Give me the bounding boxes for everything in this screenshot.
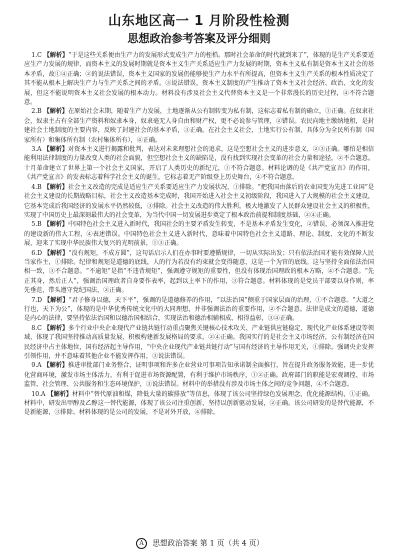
analysis-tag: 【解析】 bbox=[43, 108, 69, 116]
answer-number: 1.C bbox=[31, 52, 42, 59]
answer-explanation: 中国特色社会主义进入新时代，我国社会的主要矛盾发生转变，不是基本矛盾发生变化，②错误，必须深入推进党的建设新的伟大工程，④表述错误。中国特色社会主义进入新时代，意味着中国特色社会主义道路、理论、制度、文化的不断发展，迎来了实现中华民族伟大复兴的光明前景，①③正确。 bbox=[24, 221, 375, 248]
analysis-tag: 【解析】 bbox=[44, 296, 69, 304]
answer-explanation: 材料中“替代原油和煤，降低大量的碳排放”等信息，体现了该公司坚持绿色发展理念，优化能源结构，①正确。材料中，研发出甲醇及乙醇这一替代能源，体现了该公司注重创新，坚持以创新驱动发展，②正确。该公司研发的是替代能源，不是新能源，③排除。材料体现的是公司的发展，不是对外开放，④排除。 bbox=[24, 390, 375, 417]
answer-item bbox=[24, 183, 374, 221]
answer-explanation: 社会主义改造的完成是适应生产关系要适应生产力发展状况，①排除。“把我国由落后的农业国变为先进工业国”是社会主义建设的长期战略目标，社会主义改造基本完成时，我国开始进入社会主义初级阶段，我国进入了大规模的社会主义建设，它基本完成后我国经济的发展水平仍然较低，③排除。社会主义改造的伟大胜利，极大地激发了人民群众建设社会主义的积极性，实现了中国历史上最深刻最伟大的社会变革，为当代中国一切发展进步奠定了根本政治前提和制度基础，②④正确。 bbox=[24, 183, 375, 219]
answer-explanation: “于是这些关系便由生产力的发展形式变成生产力的桎梏。那时社会革命的时代就到来了”，体现的是生产关系要适应生产力发展的规律，而资本主义的发展时期就是资本主义生产关系适应生产力发展的时期，资本主义私有制是资本主义社会的基本矛盾，故①④正确；②的说法错误，资本主义国家的发展仍能够使生产力水平有所提高，但资本主义生产关系的根本性质决定了其不能从根本上解决生产力与生产关系之间的矛盾。③说法错误，资本主义制度的产生推动了资本主义社会经济、政治、文化的发展，但这不能说明资本主义社会发展的根本动力。材料没有涉及社会主义代替资本主义是一个非常漫长的历史过程，④不符合题意。 bbox=[24, 52, 375, 107]
answer-item bbox=[24, 296, 374, 324]
answer-item bbox=[24, 220, 374, 248]
answer-item bbox=[24, 107, 374, 145]
analysis-tag: 【解析】 bbox=[43, 362, 68, 370]
answer-explanation: 在原始社会末期，随着生产力发展，土地逐渐从公有制转变为私有制，这标志着私有制的确立，①正确。在奴隶社会，奴隶主占有全部生产资料和奴隶本身，奴隶毫无人身自由和财产权，更不必说参与管理，②错误。农民向地主缴纳地租，是封建社会土地制度的主要内容，反映了封建社会的基本矛盾，③正确。在社会主义社会，土地实行公有制，具体分为全民所有制（国家所有）和集体所有制（农村集体所有），④正确。 bbox=[24, 108, 375, 144]
page-title: 山东地区高一 1 月阶段性检测 bbox=[108, 14, 290, 29]
answer-number: 6.D bbox=[31, 249, 43, 257]
answer-explanation: 推进审批部门业务整合，证明事项和许多企业营业可事项告知承诺制全面推行，旨在提升政务服务效能，进一步优化营商环境，激发市场主体活力，有利于促进市场资源配置，有利于维护市场秩序，①②正确。政府部门的职能是宏观调控、市场监管、社会管理、公共服务和生态环境保护，③说法错误。材料中的举措没有涉及市场主体之间的竞争问题，④不合题意。 bbox=[24, 362, 375, 389]
answer-explanation: 多个行业中央企业现代产业链共链行动重点聚焦关键核心技术攻关、产业链供应链稳定、现代化产业体系建设等领域，体现了我国坚持推动高质量发展，积极构建新发展格局的要求，②④正确。我国实行的是社会主义市场经济，公有制经济在国民经济中占主体地位，国有经济起主导作用，“中央企业现代产业链共链行动”与国有经济的主导作用无关，①排除。强调央企发挥引领作用，并不意味着其他企业不能发挥作用，③说法错误。 bbox=[24, 324, 375, 360]
answer-number: 5.B bbox=[31, 221, 42, 229]
answer-item bbox=[24, 324, 374, 362]
analysis-tag: 【解析】 bbox=[43, 52, 69, 59]
analysis-tag: 【解析】 bbox=[47, 390, 73, 398]
answer-number: 7.D bbox=[31, 296, 43, 304]
version-badge: A bbox=[136, 538, 147, 549]
answer-item bbox=[24, 51, 374, 107]
answer-explanation: “君子修身以德，天下平”，强调的是道德修养的作用，“以法治国”侧重于国家层面的治理，①不合题意。“大道之行也，天下为公”，体现的是中华优秀传统文化中的大同理想，并非强调法治的重要作用，②不合题意。法律是成文的道德，道德是内心的法律，要坚持依法治国和以德治国相结合，实现法治和德治相辅相成、相得益彰，③④正确。 bbox=[24, 296, 375, 323]
analysis-tag: 【解析】 bbox=[43, 183, 69, 191]
answer-explanation: 对资本主义进行揭露和批判，表达对未来理想社会的追求，这是空想社会主义的进步意义，②③正确。哪怕是相信能利用法律制度的力量改变人类的社会面貌，但空想社会主义的缺陷是，没有找到实现社会变革的社会力量和途径，②不合题意。十月革命建立了世界上第一个社会主义国家，开启了人类历史的新纪元，①不符合题意。材料论调的是《共产党宣言》的作用，《共产党宣言》的发表标志着科学社会主义的诞生，它标志着无产阶级登上历史舞台，④不符合题意。 bbox=[24, 146, 375, 182]
answer-item bbox=[24, 390, 374, 418]
analysis-tag: 【解析】 bbox=[43, 324, 69, 332]
answer-number: 4.B bbox=[31, 183, 42, 191]
answer-number: 3.A bbox=[31, 146, 42, 154]
answer-number: 8.C bbox=[31, 324, 42, 332]
page-subtitle: 思想政治参考答案及评分细则 bbox=[127, 32, 271, 45]
answer-number: 2.B bbox=[31, 108, 42, 116]
page-footer bbox=[0, 538, 400, 549]
answer-item bbox=[24, 361, 374, 389]
answer-item bbox=[24, 145, 374, 183]
answer-number: 10.A bbox=[31, 390, 46, 398]
answer-explanation: “没有规矩，不成方圆”，这句话启示人们在办事时要遵循规律，一切从实际出发；只有依法治国才能有效保障人民当家作主，①排除。纪律和规矩是道德的底线，人的行为若没有约束就会变得随意，这是一个为官的底线。这与坚持全面依法治国相一致，③不合题意。“不逾矩”是指“不违背规矩”，强调遵守规矩的重要性，但没有体现治国理政的根本方略，④不合题意。“先正其身，然后正人”，强调治国理政者自身要作表率，起到以上率下的作用，③符合题意。材料体现的是党员干部要以身作则，率先垂范，带头遵守党纪国法，②正确。 bbox=[24, 249, 374, 295]
answer-number: 9.A bbox=[31, 362, 42, 370]
analysis-tag: 【解析】 bbox=[43, 221, 69, 229]
page-number-text: 思想政治答案 第 1 页（共 4 页） bbox=[152, 538, 264, 548]
analysis-tag: 【解析】 bbox=[43, 146, 68, 154]
analysis-tag: 【解析】 bbox=[43, 249, 69, 257]
answer-list bbox=[24, 51, 374, 418]
answer-item bbox=[24, 249, 374, 296]
